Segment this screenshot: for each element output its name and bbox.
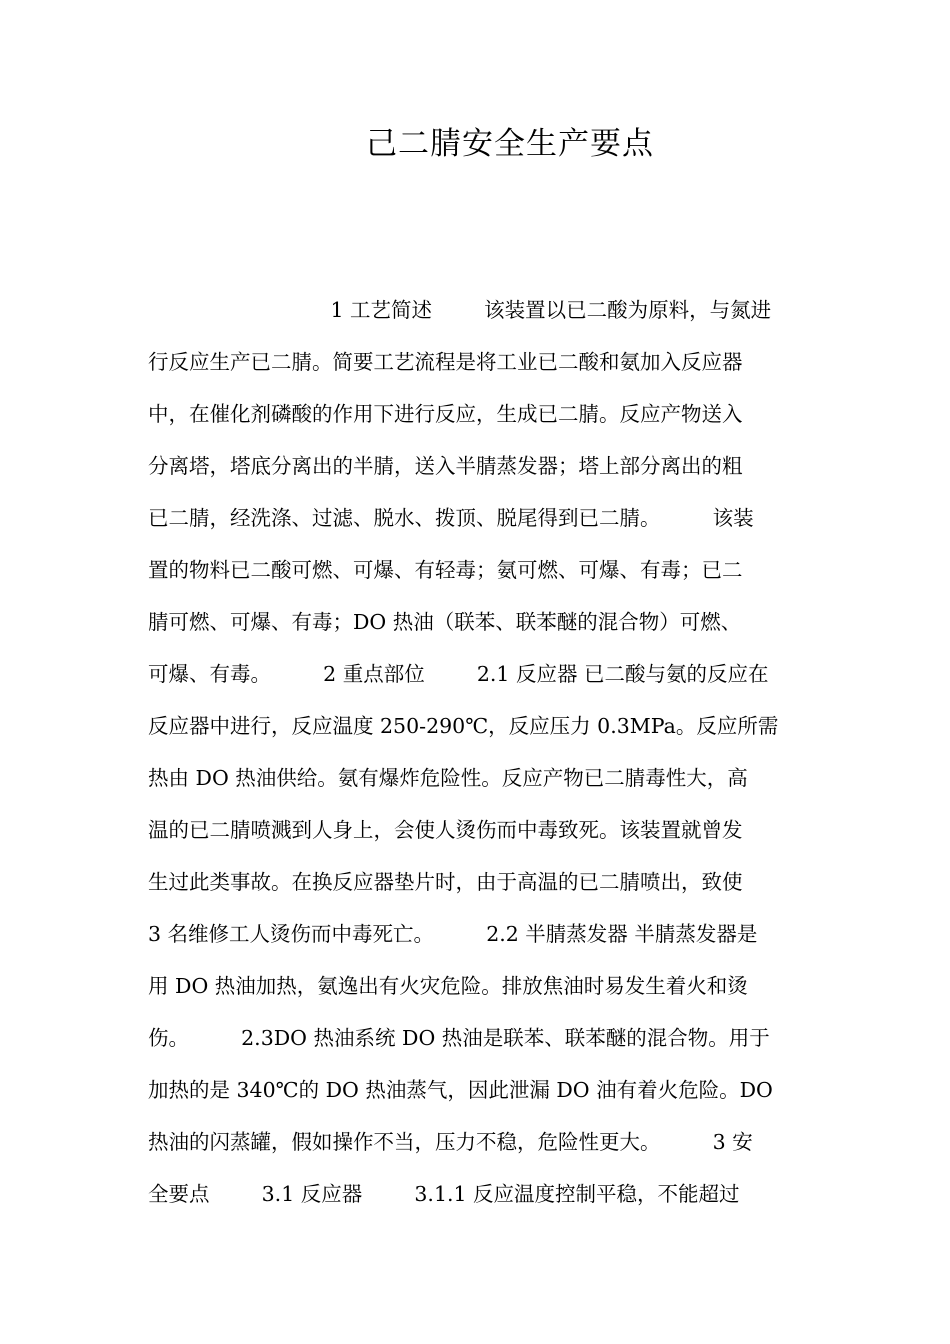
body-line: 置的物料已二酸可燃、可爆、有轻毒；氨可燃、可爆、有毒；已二 [148, 558, 743, 582]
body-line: 生过此类事故。在换反应器垫片时，由于高温的已二腈喷出，致使 [148, 870, 743, 894]
body-line: 热由 DO 热油供给。氨有爆炸危险性。反应产物已二腈毒性大，高 [148, 766, 748, 790]
body-line: 1 工艺简述 该装置以已二酸为原料，与氮进 [148, 298, 772, 322]
body-line: 用 DO 热油加热，氨逸出有火灾危险。排放焦油时易发生着火和烫 [148, 974, 748, 998]
body-line: 腈可燃、可爆、有毒；DO 热油（联苯、联苯醚的混合物）可燃、 [148, 610, 742, 634]
body-line: 可爆、有毒。 2 重点部位 2.1 反应器 已二酸与氨的反应在 [148, 662, 769, 686]
body-line: 分离塔，塔底分离出的半腈，送入半腈蒸发器；塔上部分离出的粗 [148, 454, 743, 478]
body-line: 3 名维修工人烫伤而中毒死亡。 2.2 半腈蒸发器 半腈蒸发器是 [148, 922, 758, 946]
body-line: 行反应生产已二腈。简要工艺流程是将工业已二酸和氨加入反应器 [148, 350, 743, 374]
body-line: 伤。 2.3DO 热油系统 DO 热油是联苯、联苯醚的混合物。用于 [148, 1026, 770, 1050]
body-line: 全要点 3.1 反应器 3.1.1 反应温度控制平稳，不能超过 [148, 1182, 740, 1206]
body-line: 已二腈，经洗涤、过滤、脱水、拨顶、脱尾得到已二腈。 该装 [148, 506, 754, 530]
body-line: 温的已二腈喷溅到人身上，会使人烫伤而中毒致死。该装置就曾发 [148, 818, 743, 842]
body-line: 热油的闪蒸罐，假如操作不当，压力不稳，危险性更大。 3 安 [148, 1130, 753, 1154]
page-title: 己二腈安全生产要点 [366, 126, 654, 162]
body-line: 中，在催化剂磷酸的作用下进行反应，生成已二腈。反应产物送入 [148, 402, 743, 426]
document-body [148, 284, 802, 1220]
body-line: 反应器中进行，反应温度 250-290℃，反应压力 0.3MPa。反应所需 [148, 714, 779, 738]
body-line: 加热的是 340℃的 DO 热油蒸气，因此泄漏 DO 油有着火危险。DO [148, 1078, 773, 1102]
